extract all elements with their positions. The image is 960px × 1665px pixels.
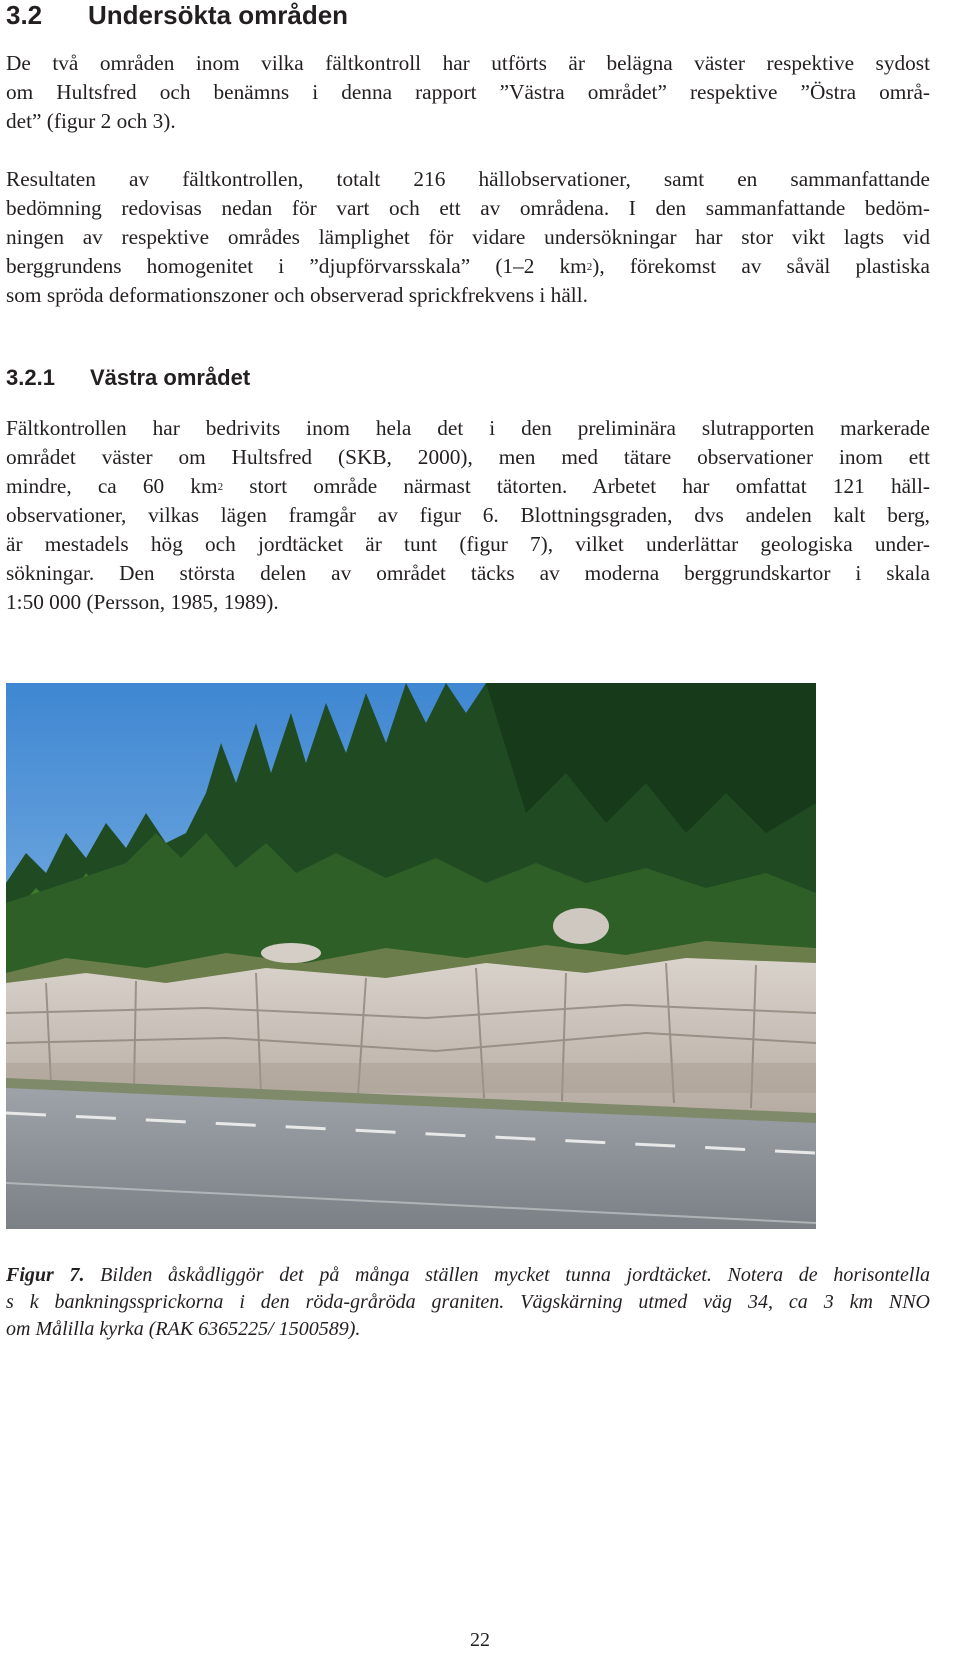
- text-line: De två områden inom vilka fältkontroll har utförts är belägna väster respektive sydost: [6, 51, 930, 75]
- text-line: om Hultsfred och benämns i denna rapport ”Västra området” respektive ”Östra områ-: [6, 80, 930, 104]
- text-line: Fältkontrollen har bedrivits inom hela det i den preliminära slutrapporten markerade: [6, 416, 930, 440]
- section-heading: [6, 0, 348, 30]
- subsection-title: Västra området: [90, 365, 251, 390]
- subsection-number: 3.2.1: [6, 365, 55, 390]
- text-line: Resultaten av fältkontrollen, totalt 216 hällobservationer, samt en sammanfattande: [6, 167, 930, 191]
- text-fragment: mindre, ca 60 km: [6, 474, 218, 498]
- section-number: 3.2: [6, 0, 43, 30]
- text-fragment: berggrundens homogenitet i ”djupförvarsskala” (1–2 km: [6, 254, 587, 278]
- roadcut-photo-illustration: [6, 683, 816, 1229]
- page-number: 22: [470, 1629, 490, 1651]
- text-line: sökningar. Den största delen av området täcks av moderna berggrundskartor i skala: [6, 561, 930, 585]
- caption-line: om Målilla kyrka (RAK 6365225/ 1500589).: [6, 1318, 361, 1340]
- text-line: observationer, vilkas lägen framgår av figur 6. Blottningsgraden, dvs andelen kalt berg,: [6, 503, 930, 527]
- paragraph-intro: [6, 49, 930, 136]
- figure-label: Figur 7.: [6, 1264, 85, 1286]
- caption-text: Bilden åskådliggör det på många ställen mycket tunna jordtäcket. Notera de horisontella: [84, 1264, 930, 1286]
- paragraph-western-area: [6, 414, 930, 617]
- text-line: är mestadels hög och jordtäcket är tunt (figur 7), vilket underlättar geologiska under-: [6, 532, 930, 556]
- text-line: [6, 472, 930, 501]
- text-fragment: ), förekomst av såväl plastiska: [592, 254, 930, 278]
- superscript: 2: [217, 481, 224, 493]
- subsection-heading: [6, 365, 250, 391]
- text-line: 1:50 000 (Persson, 1985, 1989).: [6, 590, 279, 614]
- caption-line: s k bankningssprickorna i den röda-gråröda graniten. Vägskärning utmed väg 34, ca 3 km NNO: [6, 1291, 930, 1313]
- section-title: Undersökta områden: [88, 0, 349, 30]
- text-fragment: stort område närmast tätorten. Arbetet har omfattat 121 häll-: [223, 474, 930, 498]
- text-line: det” (figur 2 och 3).: [6, 109, 176, 133]
- superscript: 2: [586, 261, 593, 273]
- text-line: ningen av respektive områdes lämplighet för vidare undersökningar har stor vikt lagts vid: [6, 225, 930, 249]
- text-line: [6, 252, 930, 281]
- figure-caption: [6, 1262, 930, 1343]
- caption-line: [6, 1262, 930, 1289]
- text-line: som spröda deformationszoner och observerad sprickfrekvens i häll.: [6, 283, 588, 307]
- text-line: bedömning redovisas nedan för vart och ett av områdena. I den sammanfattande bedöm-: [6, 196, 930, 220]
- text-line: området väster om Hultsfred (SKB, 2000), men med tätare observationer inom ett: [6, 445, 930, 469]
- figure-photo: [6, 683, 816, 1229]
- paragraph-results: [6, 165, 930, 310]
